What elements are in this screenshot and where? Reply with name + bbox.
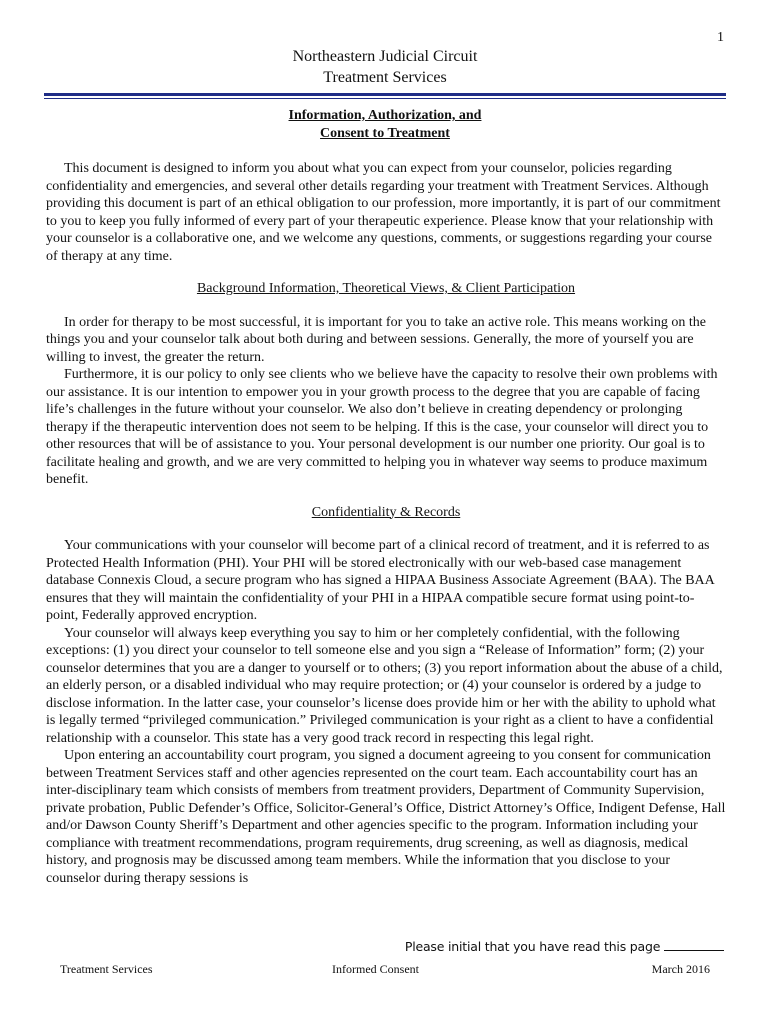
footer-right: March 2016 xyxy=(651,962,710,976)
initial-prompt xyxy=(405,938,724,954)
header-organization: Northeastern Judicial Circuit xyxy=(292,48,478,65)
initial-prompt-text: Please initial that you have read this page xyxy=(404,939,661,954)
confidentiality-paragraph-1: Your communications with your counselor will become part of a clinical record of treatment, and it is referred to as Protected Health Information (PHI). Your PHI will be stored electronically with our web-based case management database Connexis Cloud, a secure program who has signed a HIPAA Business Associate Agreement (BAA). The BAA ensures that they will maintain the confidentiality of your PHI in a HIPAA compatible secure format using point-to-point, Federally approved encryption. xyxy=(46,538,715,623)
footer-center: Informed Consent xyxy=(332,962,419,976)
confidentiality-paragraph-3: Upon entering an accountability court program, you signed a document agreeing to you consent for communication between Treatment Services staff and other agencies represented on the court team. Each accountability court has an inter-disciplinary team which consists of members from treatment providers, Department of Community Supervision, private probation, Public Defender’s Office, Solicitor-General’s Office, District Attorney’s Office, Indigent Defense, Hall and/or Dawson County Sheriff’s Department and other agencies specific to the program. Information including your compliance with treatment recommendations, program requirements, drug screening, as well as diagnosis, medical history, and prognosis may be discussed among team members. While the information that you disclose to your counselor during therapy sessions is xyxy=(46,748,726,886)
document-body xyxy=(46,160,726,887)
section-heading-confidentiality: Confidentiality & Records xyxy=(311,504,461,520)
background-paragraph-2: Furthermore, it is our policy to only see clients who we believe have the capacity to resolve their own problems with our assistance. It is our intention to empower you in your growth process to the degree that you are capable of facing life’s challenges in the future without your counselor. We also don’t believe in creating dependency or prolonging therapy if the therapeutic intervention does not seem to be helping. If this is the case, your counselor will direct you to other resources that will be of assistance to you. Your personal development is our number one priority. Our goal is to facilitate healing and growth, and we are very committed to helping you in whatever way seems to produce maximum benefit. xyxy=(46,367,718,487)
footer-left: Treatment Services xyxy=(60,962,153,976)
title-line-2: Consent to Treatment xyxy=(320,126,450,141)
confidentiality-paragraph-2: Your counselor will always keep everything you say to him or her completely confidential, with the following exceptions: (1) you direct your counselor to tell someone else and you sign a “Release of Information” form; (2) your counselor determines that you are a danger to yourself or to others; (3) you report information about the abuse of a child, an elderly person, or a disabled individual who may require protection; or (4) your counselor is ordered by a judge to disclose information. In the latter case, your counselor’s license does provide him or her with the ability to uphold what is legally termed “privileged communication.” Privileged communication is your right as a client to have a confidential relationship with a counselor. This state has a very good track record in respecting this legal right. xyxy=(46,625,723,746)
section-heading-background: Background Information, Theoretical Views, & Client Participation xyxy=(196,281,576,296)
document-header xyxy=(0,46,770,88)
page-number: 1 xyxy=(717,30,724,45)
initial-field[interactable] xyxy=(664,938,724,951)
header-divider-thick xyxy=(44,93,726,96)
background-paragraph-1: In order for therapy to be most successful, it is important for you to take an active role. This means working on the things you and your counselor talk about both during and between sessions. Generally, the more of yourself you are willing to invest, the greater the return. xyxy=(46,314,707,365)
document-title xyxy=(0,107,770,143)
title-line-1: Information, Authorization, and xyxy=(288,108,482,123)
header-department: Treatment Services xyxy=(323,69,447,86)
header-divider-thin xyxy=(44,98,726,99)
intro-paragraph: This document is designed to inform you about what you can expect from your counselor, policies regarding confidentiality and emergencies, and several other details regarding your treatment with Treatment Services. Although providing this document is part of an ethical obligation to our profession, more importantly, it is part of our commitment to you to keep you fully informed of every part of your therapeutic experience. Please know that your relationship with your counselor is a collaborative one, and we welcome any questions, comments, or suggestions regarding your course of therapy at any time. xyxy=(46,161,721,264)
